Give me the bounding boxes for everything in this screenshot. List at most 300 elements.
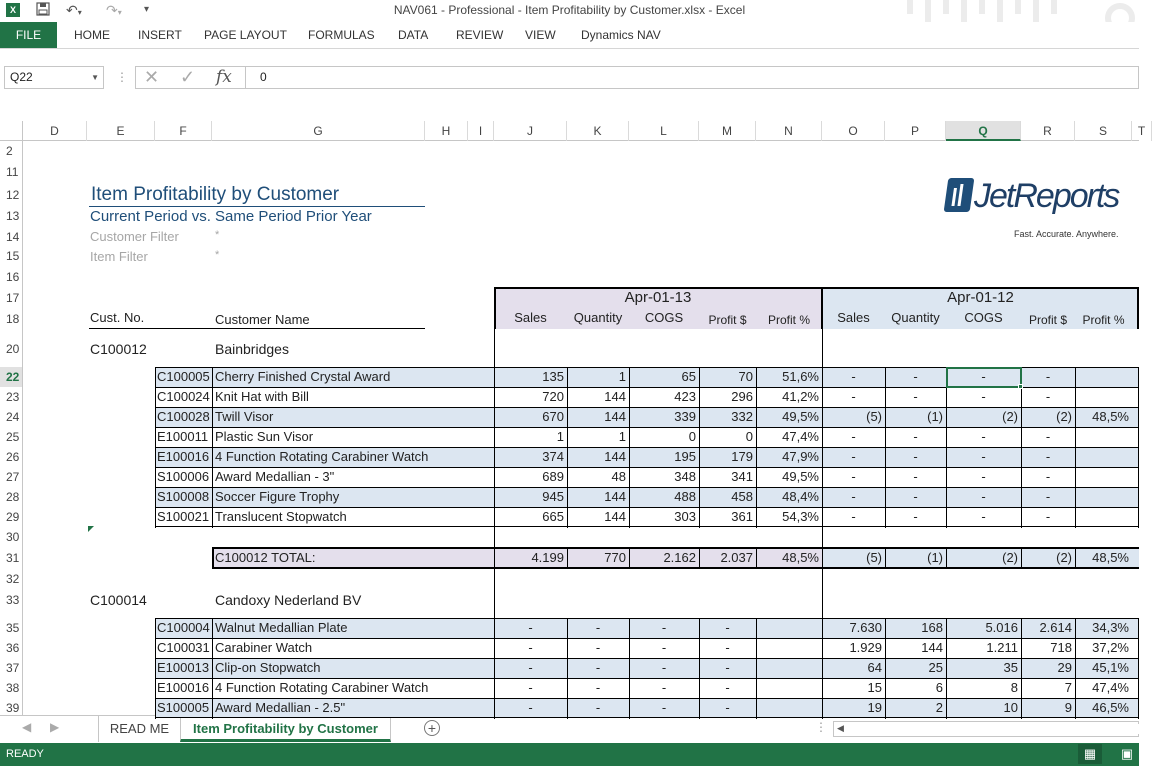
value-cell: 0 xyxy=(745,429,753,444)
tab-review[interactable]: REVIEW xyxy=(456,28,504,42)
total-cell-border xyxy=(699,549,700,567)
value-cell: 10 xyxy=(1003,700,1018,715)
title-underline xyxy=(89,206,425,207)
item-filter-value: * xyxy=(215,249,220,261)
item-no: C100004 xyxy=(157,620,210,635)
value-cell: - xyxy=(851,489,856,504)
value-cell: - xyxy=(981,429,986,444)
total-value: 48,5% xyxy=(1092,550,1129,565)
value-cell: 37,2% xyxy=(1092,640,1129,655)
jetreports-logo xyxy=(944,175,1124,241)
logo-tagline: Fast. Accurate. Anywhere. xyxy=(1014,229,1119,239)
value-cell: 1.929 xyxy=(849,640,882,655)
cell-border xyxy=(1138,678,1139,699)
value-cell xyxy=(756,678,822,698)
value-cell: 144 xyxy=(604,509,626,524)
customer-no: C100014 xyxy=(90,592,147,608)
tab-home[interactable]: HOME xyxy=(74,28,110,42)
value-cell: 47,4% xyxy=(1092,680,1129,695)
logo-wordmark: JetReports xyxy=(974,177,1119,215)
value-cell: 6 xyxy=(935,680,943,695)
cell-border xyxy=(1138,638,1139,659)
value-cell xyxy=(1075,507,1132,527)
total-cell-border xyxy=(1075,549,1076,567)
value-cell: - xyxy=(725,620,730,635)
value-cell: 670 xyxy=(542,409,564,424)
value-cell: - xyxy=(595,640,601,655)
value-cell: 15 xyxy=(867,680,882,695)
value-cell: - xyxy=(528,700,533,715)
excel-app-icon: X xyxy=(6,3,20,17)
item-no: C100028 xyxy=(157,409,210,424)
customer-name: Candoxy Nederland BV xyxy=(215,592,362,608)
cell-border xyxy=(155,487,156,508)
status-bar xyxy=(0,743,1139,766)
item-no: E100016 xyxy=(157,449,210,464)
cell-border xyxy=(212,638,213,659)
customer-filter-value: * xyxy=(215,229,220,241)
cell-border xyxy=(212,447,213,468)
status-mode: READY xyxy=(6,748,44,760)
value-cell xyxy=(756,698,822,718)
cell-border xyxy=(212,658,213,679)
value-cell: 47,9% xyxy=(782,449,819,464)
value-cell: 945 xyxy=(542,489,564,504)
column-header[interactable]: M xyxy=(699,121,756,141)
row-header[interactable]: 32 xyxy=(6,572,20,586)
row-header[interactable]: 29 xyxy=(6,510,20,524)
name-box-value: Q22 xyxy=(10,70,33,84)
column-header[interactable]: J xyxy=(494,121,567,141)
value-cell: 7.630 xyxy=(849,620,882,635)
item-no: S100005 xyxy=(157,700,210,715)
value-cell: 1 xyxy=(618,369,626,384)
cell-border xyxy=(1138,618,1139,639)
total-value: 48,5% xyxy=(782,550,819,565)
row-header[interactable]: 36 xyxy=(6,641,20,655)
total-value: 4.199 xyxy=(531,550,564,565)
value-cell: - xyxy=(725,660,730,675)
row-header[interactable]: 15 xyxy=(6,249,20,263)
cell-border xyxy=(155,618,156,639)
value-cell: - xyxy=(851,469,856,484)
period2-label: Apr-01-12 xyxy=(947,289,1014,306)
tab-page-layout[interactable]: PAGE LAYOUT xyxy=(204,28,287,42)
cell-border xyxy=(155,467,156,488)
value-cell: - xyxy=(1045,449,1051,464)
select-all-corner[interactable] xyxy=(0,121,23,141)
value-cell: 361 xyxy=(731,509,753,524)
p1-sales-header: Sales xyxy=(514,310,547,325)
customer-name-header: Customer Name xyxy=(215,312,310,327)
scroll-left-icon[interactable]: ◀ xyxy=(837,723,844,733)
page-layout-view-icon[interactable]: ▣ xyxy=(1120,746,1134,761)
value-cell: (2) xyxy=(1056,409,1072,424)
cell-border xyxy=(212,367,213,388)
item-no: S100008 xyxy=(157,489,210,504)
cell-border xyxy=(1138,658,1139,679)
item-no: E100016 xyxy=(157,680,210,695)
total-value: 770 xyxy=(604,550,626,565)
total-value: (5) xyxy=(866,550,882,565)
value-cell: 48,5% xyxy=(1092,409,1129,424)
value-cell: 689 xyxy=(542,469,564,484)
cancel-entry-icon[interactable]: ✕ xyxy=(144,67,160,87)
column-header[interactable]: O xyxy=(822,121,885,141)
value-cell: 8 xyxy=(1010,680,1018,695)
item-no: S100006 xyxy=(157,469,210,484)
value-cell: 144 xyxy=(604,409,626,424)
insert-function-icon[interactable]: fx xyxy=(216,67,232,87)
value-cell: - xyxy=(913,449,918,464)
value-cell: - xyxy=(661,680,667,695)
tab-insert[interactable]: INSERT xyxy=(138,28,182,42)
value-cell xyxy=(1075,487,1132,507)
value-cell: 9 xyxy=(1064,700,1072,715)
value-cell xyxy=(756,638,822,658)
row-header[interactable]: 38 xyxy=(6,681,20,695)
total-cell-border xyxy=(567,549,568,567)
value-cell: - xyxy=(528,680,533,695)
total-cell-border xyxy=(885,549,886,567)
item-name: Translucent Stopwatch xyxy=(215,509,347,524)
logo-mark-icon xyxy=(944,178,975,212)
confirm-entry-icon[interactable]: ✓ xyxy=(180,67,196,87)
value-cell: 1 xyxy=(618,429,626,444)
cell-border xyxy=(212,698,213,719)
column-header-selected[interactable]: Q xyxy=(946,121,1021,141)
fill-handle[interactable] xyxy=(1018,384,1023,389)
item-no: C100005 xyxy=(157,369,210,384)
add-sheet-icon[interactable]: + xyxy=(424,720,440,736)
row-header[interactable]: 11 xyxy=(6,165,19,179)
cell-border xyxy=(155,678,156,699)
total-cell-border xyxy=(494,549,495,567)
undo-icon[interactable]: ↶▾ xyxy=(66,2,82,18)
cell-border xyxy=(212,407,213,428)
scroll-tabs-right-icon[interactable]: ▶ xyxy=(50,720,60,734)
p2-quantity-header: Quantity xyxy=(891,310,940,325)
row-header[interactable]: 17 xyxy=(6,291,20,305)
formula-input[interactable]: 0 xyxy=(245,66,1139,89)
column-header[interactable]: D xyxy=(23,121,87,141)
item-name: Soccer Figure Trophy xyxy=(215,489,340,504)
horizontal-scrollbar[interactable] xyxy=(833,721,1139,737)
row-header[interactable]: 26 xyxy=(6,450,20,464)
value-cell: - xyxy=(661,660,667,675)
value-cell: - xyxy=(1045,389,1051,404)
value-cell: - xyxy=(528,620,533,635)
total-value: 2.037 xyxy=(720,550,753,565)
item-no: E100011 xyxy=(157,429,209,444)
row-header[interactable]: 13 xyxy=(6,209,20,223)
value-cell: 48 xyxy=(611,469,626,484)
item-name: Cherry Finished Crystal Award xyxy=(215,369,391,384)
value-cell: 195 xyxy=(674,449,696,464)
cell-border xyxy=(155,367,156,388)
value-cell: - xyxy=(661,620,667,635)
cell-border xyxy=(212,507,213,528)
value-cell: 35 xyxy=(1003,660,1018,675)
cell-border xyxy=(1138,467,1139,488)
total-value: (1) xyxy=(927,550,943,565)
tab-view[interactable]: VIEW xyxy=(525,28,556,42)
value-cell xyxy=(1075,467,1132,487)
cell-border xyxy=(155,638,156,659)
column-header[interactable]: E xyxy=(87,121,155,141)
value-cell: (2) xyxy=(1002,409,1018,424)
value-cell: 339 xyxy=(674,409,696,424)
value-cell: 41,2% xyxy=(782,389,819,404)
p2-cogs-header: COGS xyxy=(964,310,1003,325)
value-cell: - xyxy=(981,469,986,484)
tab-file[interactable]: FILE xyxy=(0,22,57,48)
value-cell: - xyxy=(913,369,918,384)
value-cell: 64 xyxy=(867,660,882,675)
value-cell: 54,3% xyxy=(782,509,819,524)
row-header[interactable]: 35 xyxy=(6,621,20,635)
column-header[interactable]: F xyxy=(155,121,212,141)
value-cell: - xyxy=(661,640,667,655)
name-box[interactable] xyxy=(4,66,104,89)
total-cell-border xyxy=(822,549,823,567)
total-cell-border xyxy=(629,549,630,567)
row-header[interactable]: 2 xyxy=(6,144,13,158)
row-header[interactable]: 27 xyxy=(6,470,20,484)
value-cell: - xyxy=(725,680,730,695)
window-title: NAV061 - Professional - Item Profitability by Customer.xlsx - Excel xyxy=(393,3,746,17)
tab-split-grip-icon[interactable]: ⋮ xyxy=(815,720,827,734)
value-cell: 458 xyxy=(731,489,753,504)
total-cell-border xyxy=(756,549,757,567)
value-cell: 25 xyxy=(928,660,943,675)
value-cell: - xyxy=(981,489,986,504)
value-cell: - xyxy=(725,640,730,655)
row-header[interactable]: 20 xyxy=(6,342,20,356)
column-header[interactable]: I xyxy=(468,121,494,141)
cell-border xyxy=(212,387,213,408)
cell-border xyxy=(1138,407,1139,428)
value-cell: 665 xyxy=(542,509,564,524)
value-cell: - xyxy=(913,389,918,404)
value-cell: 488 xyxy=(674,489,696,504)
column-header[interactable]: H xyxy=(425,121,468,141)
value-cell xyxy=(1075,387,1132,407)
tab-formulas[interactable]: FORMULAS xyxy=(308,28,375,42)
value-cell: 303 xyxy=(674,509,696,524)
active-cell-q22[interactable] xyxy=(946,367,1022,388)
formula-bar-grip-icon[interactable]: ⋮ xyxy=(116,70,128,84)
row-header[interactable]: 37 xyxy=(6,661,20,675)
cust-no-header: Cust. No. xyxy=(90,310,145,325)
p1-quantity-header: Quantity xyxy=(573,310,623,325)
value-cell: 374 xyxy=(542,449,564,464)
value-cell: 144 xyxy=(604,489,626,504)
item-name: Carabiner Watch xyxy=(215,640,313,655)
value-cell: - xyxy=(981,369,986,384)
value-cell: 2 xyxy=(935,700,943,715)
row-header[interactable]: 23 xyxy=(6,390,20,404)
column-header[interactable]: K xyxy=(567,121,629,141)
cell-border xyxy=(1138,387,1139,408)
value-cell: - xyxy=(595,660,601,675)
cell-border xyxy=(155,658,156,679)
row-header-selected[interactable]: 22 xyxy=(0,367,22,387)
row-header[interactable]: 28 xyxy=(6,490,20,504)
value-cell: 179 xyxy=(731,449,753,464)
p2-profit-pct-header: Profit % xyxy=(1082,313,1125,327)
value-cell: - xyxy=(1045,469,1051,484)
value-cell: - xyxy=(528,640,533,655)
cell-border xyxy=(1138,367,1139,388)
cell-border xyxy=(212,678,213,699)
value-cell: - xyxy=(851,429,856,444)
row-header[interactable]: 33 xyxy=(6,593,20,607)
value-cell: - xyxy=(913,429,918,444)
value-cell xyxy=(756,618,822,638)
value-cell: 348 xyxy=(674,469,696,484)
report-subtitle: Current Period vs. Same Period Prior Year xyxy=(90,208,372,225)
cell-border xyxy=(155,698,156,719)
row-header[interactable]: 16 xyxy=(6,270,20,284)
item-name: Walnut Medallian Plate xyxy=(215,620,348,635)
column-header[interactable]: T xyxy=(1132,121,1152,141)
value-cell: - xyxy=(661,700,667,715)
value-cell xyxy=(1075,367,1132,387)
item-name: Award Medallian - 2.5" xyxy=(215,700,346,715)
value-cell: 332 xyxy=(731,409,753,424)
value-cell: 5.016 xyxy=(985,620,1018,635)
value-cell: 19 xyxy=(867,700,882,715)
sheet-tab-read-me[interactable]: READ ME xyxy=(98,715,180,742)
row-header[interactable]: 31 xyxy=(6,551,20,565)
value-cell: - xyxy=(851,389,856,404)
item-name: Clip-on Stopwatch xyxy=(215,660,321,675)
cell-border xyxy=(1138,447,1139,468)
value-cell: 34,3% xyxy=(1092,620,1129,635)
error-indicator-icon[interactable] xyxy=(88,526,94,532)
p1-profit-pct-header: Profit % xyxy=(767,313,810,327)
row-header[interactable]: 14 xyxy=(6,230,20,244)
p1-profit-amount-header: Profit $ xyxy=(708,313,747,327)
value-cell: 423 xyxy=(674,389,696,404)
redo-icon[interactable]: ↷▾ xyxy=(106,2,122,18)
value-cell xyxy=(1075,427,1132,447)
row-header[interactable]: 39 xyxy=(6,701,20,715)
value-cell: 49,5% xyxy=(782,469,819,484)
total-label: C100012 TOTAL: xyxy=(215,550,316,565)
column-header[interactable]: P xyxy=(885,121,946,141)
item-name: Plastic Sun Visor xyxy=(215,429,314,444)
value-cell: 168 xyxy=(921,620,943,635)
customize-quick-access-icon[interactable]: ▾ xyxy=(144,4,150,15)
column-header[interactable]: G xyxy=(212,121,425,141)
cell-border xyxy=(1138,487,1139,508)
value-cell: - xyxy=(913,489,918,504)
value-cell: 51,6% xyxy=(782,369,819,384)
value-cell xyxy=(1075,447,1132,467)
customer-no: C100012 xyxy=(90,341,147,357)
value-cell: (1) xyxy=(927,409,943,424)
value-cell: - xyxy=(981,509,986,524)
row-header[interactable]: 18 xyxy=(6,312,20,326)
period1-label: Apr-01-13 xyxy=(624,289,692,306)
value-cell: - xyxy=(595,700,601,715)
total-cell-border xyxy=(1021,549,1022,567)
normal-view-icon[interactable]: ▦ xyxy=(1078,744,1102,764)
cell-border xyxy=(155,447,156,468)
value-cell: - xyxy=(913,469,918,484)
chevron-down-icon[interactable]: ▼ xyxy=(91,73,99,82)
value-cell: 296 xyxy=(731,389,753,404)
column-header[interactable]: L xyxy=(629,121,699,141)
row-header[interactable]: 30 xyxy=(6,530,20,544)
column-header[interactable]: R xyxy=(1021,121,1075,141)
cell-border xyxy=(1138,507,1139,528)
header-underline xyxy=(89,328,425,329)
scroll-tabs-left-icon[interactable]: ◀ xyxy=(22,720,32,734)
value-cell: 48,4% xyxy=(782,489,819,504)
value-cell: 0 xyxy=(688,429,696,444)
customer-name: Bainbridges xyxy=(215,341,289,357)
value-cell: - xyxy=(528,660,533,675)
p2-profit-amount-header: Profit $ xyxy=(1028,313,1067,327)
column-header[interactable]: N xyxy=(756,121,822,141)
cell-border xyxy=(1138,427,1139,448)
p1-cogs-header: COGS xyxy=(644,310,684,325)
value-cell: - xyxy=(1045,369,1051,384)
value-cell: 29 xyxy=(1057,660,1072,675)
value-cell: - xyxy=(595,620,601,635)
item-name: Knit Hat with Bill xyxy=(215,389,309,404)
cell-border xyxy=(155,427,156,448)
report-title: Item Profitability by Customer xyxy=(91,184,340,205)
value-cell: 144 xyxy=(604,389,626,404)
item-no: C100024 xyxy=(157,389,210,404)
value-cell: - xyxy=(1045,489,1051,504)
value-cell: 341 xyxy=(731,469,753,484)
value-cell: 47,4% xyxy=(782,429,819,444)
value-cell: 45,1% xyxy=(1092,660,1129,675)
customer-filter-label: Customer Filter xyxy=(90,229,179,244)
p2-sales-header: Sales xyxy=(837,310,870,325)
sheet-tab-item-profitability[interactable]: Item Profitability by Customer xyxy=(180,715,391,742)
value-cell: 49,5% xyxy=(782,409,819,424)
value-cell: 1.211 xyxy=(986,640,1018,655)
value-cell: - xyxy=(981,449,986,464)
row-header[interactable]: 25 xyxy=(6,430,20,444)
row-header[interactable]: 24 xyxy=(6,410,20,424)
value-cell: - xyxy=(851,449,856,464)
item-name: 4 Function Rotating Carabiner Watch xyxy=(215,449,429,464)
scrollbar-thumb[interactable] xyxy=(850,724,1140,734)
column-header[interactable]: S xyxy=(1075,121,1132,141)
value-cell: 144 xyxy=(604,449,626,464)
tab-dynamics-nav[interactable]: Dynamics NAV xyxy=(581,28,661,42)
row-header[interactable]: 12 xyxy=(6,188,20,202)
tab-data[interactable]: DATA xyxy=(398,28,429,42)
value-cell: 70 xyxy=(738,369,753,384)
value-cell xyxy=(756,658,822,678)
total-value: (2) xyxy=(1056,550,1072,565)
cell-border xyxy=(155,507,156,528)
item-no: C100031 xyxy=(157,640,210,655)
value-cell: - xyxy=(981,389,986,404)
total-cell-border xyxy=(946,549,947,567)
cell-border xyxy=(1138,698,1139,719)
value-cell: - xyxy=(913,509,918,524)
value-cell: - xyxy=(1045,509,1051,524)
